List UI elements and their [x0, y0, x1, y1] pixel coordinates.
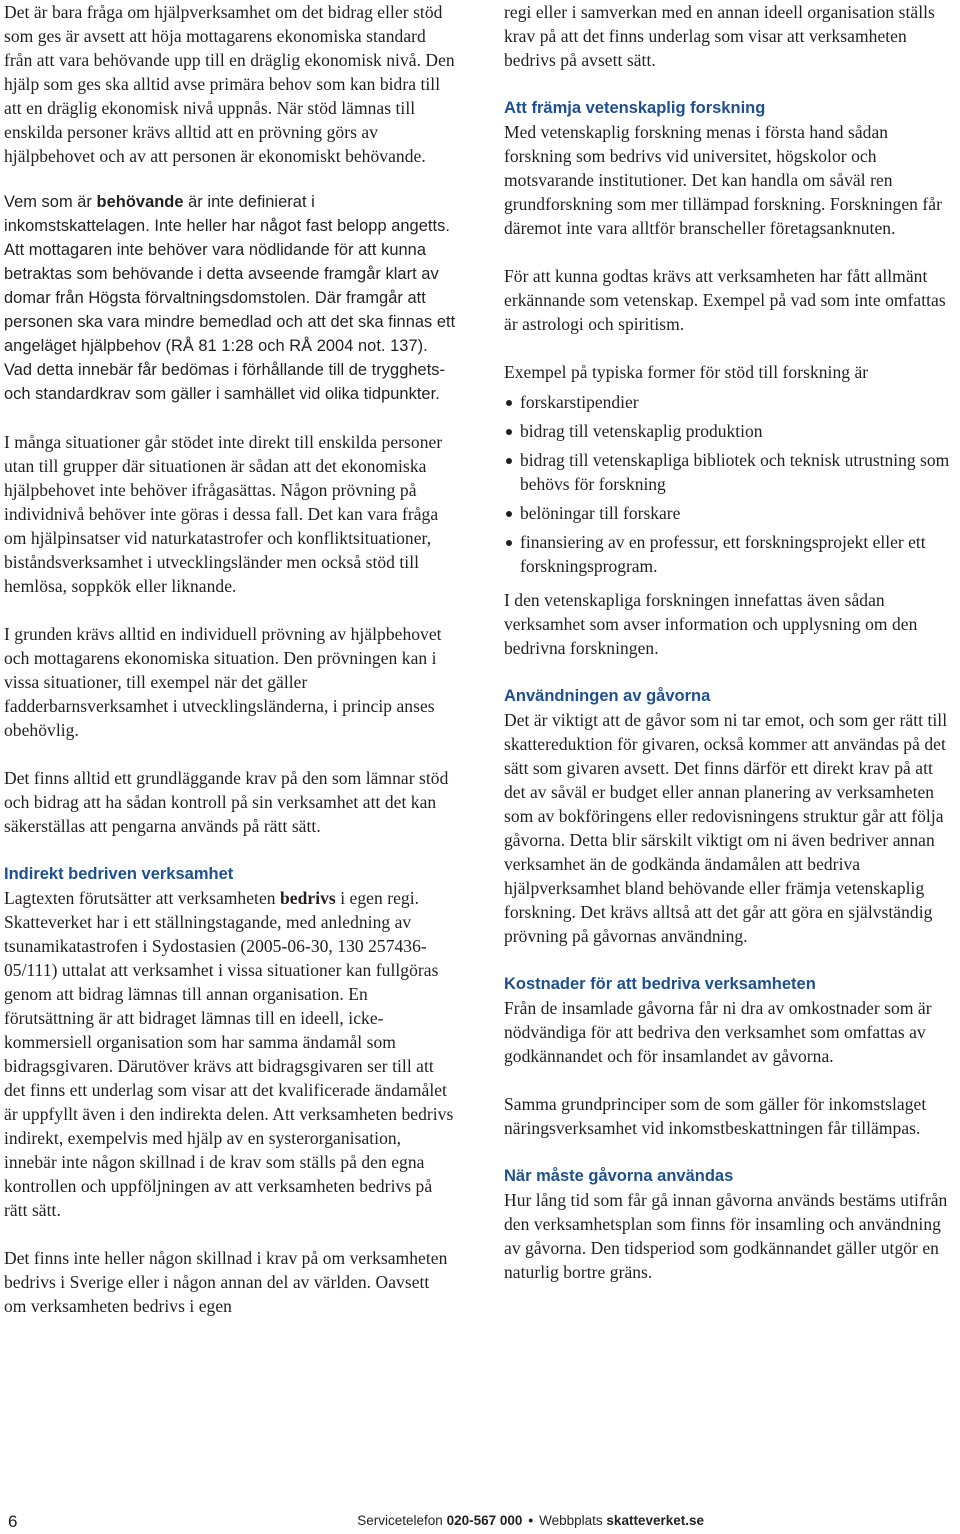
paragraph: I många situationer går stödet inte direkt till enskilda personer utan till grupper där situationen är sådan att det ekonomiska hjälpbehovet inte behöver ifrågasättas. Någon prövning på individnivå behöver inte göras i dessa fall. Det kan vara fråga om hjälpinsatser vid naturkatastrofer och konfliktsituationer, biståndsverksamhet i utvecklingsländer men också stöd till hemlösa, soppkök eller liknande.: [4, 432, 443, 596]
bullet-list: [504, 390, 956, 578]
paragraph: För att kunna godtas krävs att verksamheten har fått allmänt erkännande som vetenskap. Exempel på vad som inte omfattas är astrologi och spiritism.: [504, 266, 946, 334]
section-heading: När måste gåvorna användas: [504, 1167, 734, 1185]
paragraph: Med vetenskaplig forskning menas i första hand sådan forskning som bedrivs vid universitet, högskolor och motsvarande institutioner. Det kan handla om såväl ren grundforskning som mer tillämpad forskning. Forskningen får däremot inte vara alltför branscheller företagsanknuten.: [504, 122, 942, 238]
list-item: bidrag till vetenskapliga bibliotek och teknisk utrustning som behövs för forskning: [504, 448, 956, 496]
list-item: forskarstipendier: [504, 390, 956, 414]
footer-contact: [357, 1513, 704, 1528]
paragraph: [4, 886, 456, 1222]
bold-term: behövande: [96, 193, 184, 211]
paragraph: I grunden krävs alltid en individuell prövning av hjälpbehovet och mottagarens ekonomiska situation. Den prövningen kan i vissa situationer, till exempel när det gäller fadderbarnsverksamhet i utvecklingsländerna, i princip anses obehövlig.: [4, 624, 442, 740]
paragraph: Exempel på typiska former för stöd till forskning är: [504, 362, 869, 382]
text: Vem som är: [4, 193, 97, 211]
paragraph: Samma grundprinciper som de som gäller för inkomstslaget näringsverksamhet vid inkomstbeskattningen får tillämpas.: [504, 1094, 927, 1138]
text: Lagtexten förutsätter att verksamheten: [4, 888, 281, 908]
list-item: finansiering av en professur, ett forskningsprojekt eller ett forskningsprogram.: [504, 530, 956, 578]
list-item: belöningar till forskare: [504, 501, 956, 525]
paragraph: Hur lång tid som får gå innan gåvorna används bestäms utifrån den verksamhetsplan som finns för insamling och användning av gåvorna. Den tidsperiod som godkännandet gäller utgör en naturlig bortre gräns.: [504, 1190, 948, 1282]
page-number: 6: [8, 1512, 18, 1531]
text: är inte definierat i inkomstskattelagen. Inte heller har något fast belopp angetts. Att mottagaren inte behöver vara nödlidande för att kunna betraktas som behövande i detta avseende framgår klart av domar från Högsta förvaltningsdomstolen. Där framgår att personen ska vara mindre bemedlad och att det ska finnas ett angeläget hjälpbehov (RÅ 81 1:28 och RÅ 2004 not. 137). Vad detta innebär får bedömas i förhållande till de trygghets- och standardkrav som gäller i samhället vid olika tidpunkter.: [4, 193, 456, 403]
service-label: Servicetelefon: [357, 1513, 447, 1528]
paragraph: Det finns alltid ett grundläggande krav på den som lämnar stöd och bidrag att ha sådan kontroll på sin verksamhet att det kan säkerställas att pengarna används på rätt sätt.: [4, 768, 449, 836]
section-heading: Att främja vetenskaplig forskning: [504, 99, 766, 117]
list-item: bidrag till vetenskaplig produktion: [504, 419, 956, 443]
section-heading: Kostnader för att bedriva verksamheten: [504, 975, 816, 993]
text: i egen regi. Skatteverket har i ett ställningstagande, med anledning av tsunamikatastrofen i Sydostasien (2005-06-30, 130 257436-05/111) uttalat att verksamhet i vissa situationer kan fullgöras genom att bidrag lämnas till annan organisation. En förutsättning är att bidraget lämnas till en ideell, icke-kommersiell organisation som har samma ändamål som bidragsgivaren. Därutöver krävs att bidragsgivaren ser till att det finns ett underlag som visar att det kvalificerade ändamålet är uppfyllt även i den indirekta delen. Att verksamheten bedrivs indirekt, exempelvis med hjälp av en systerorganisation, innebär inte någon skillnad i de krav som ställs på den egna kontrollen och uppföljningen av att verksamheten bedrivs på rätt sätt.: [4, 888, 454, 1220]
section-heading: Indirekt bedriven verksamhet: [4, 865, 234, 883]
paragraph: [4, 190, 456, 406]
paragraph: Det finns inte heller någon skillnad i krav på om verksamheten bedrivs i Sverige eller i någon annan del av världen. Oavsett om verksamheten bedrivs i egen: [4, 1248, 448, 1316]
page-footer: [0, 1512, 960, 1534]
service-number: 020-567 000: [446, 1513, 523, 1528]
paragraph: Det är viktigt att de gåvor som ni tar emot, och som ger rätt till skattereduktion för givaren, också kommer att användas på det sätt som givaren avsett. Det finns därför ett direkt krav på att det av såväl er budget eller annan planering av verksamheten som av bokföringens eller redovisningens struktur går att följa gåvorna. Detta blir särskilt viktigt om ni även bedriver annan verksamhet än de godkända ändamålen att bedriva hjälpverksamhet bland behövande eller främja vetenskaplig forskning. Det krävs alltså att det går att göra en självständig prövning på gåvornas användning.: [504, 710, 948, 946]
paragraph: I den vetenskapliga forskningen innefattas även sådan verksamhet som avser information och upplysning om den bedrivna forskningen.: [504, 590, 918, 658]
paragraph: Från de insamlade gåvorna får ni dra av omkostnader som är nödvändiga för att bedriva den verksamhet som omfattas av godkännandet och för insamlandet av gåvorna.: [504, 998, 932, 1066]
web-address: skatteverket.se: [606, 1513, 704, 1528]
web-label: Webbplats: [539, 1513, 607, 1528]
section-heading: Användningen av gåvorna: [504, 687, 711, 705]
separator: •: [528, 1513, 534, 1528]
right-column: [504, 0, 956, 1284]
paragraph: regi eller i samverkan med en annan ideell organisation ställs krav på att det finns underlag som visar att verksamheten bedrivs på avsett sätt.: [504, 2, 935, 70]
bold-term: bedrivs: [280, 888, 336, 908]
paragraph: Det är bara fråga om hjälpverksamhet om det bidrag eller stöd som ges är avsett att höja mottagarens ekonomiska standard från att vara behövande upp till en dräglig ekonomisk nivå. Den hjälp som ges ska alltid avse primära behov som kan bidra till att en dräglig ekonomisk nivå uppnås. När stöd lämnas till enskilda personer krävs alltid att en prövning görs av hjälpbehovet och av att personen är ekonomiskt behövande.: [4, 2, 455, 166]
left-column: [4, 0, 456, 1318]
